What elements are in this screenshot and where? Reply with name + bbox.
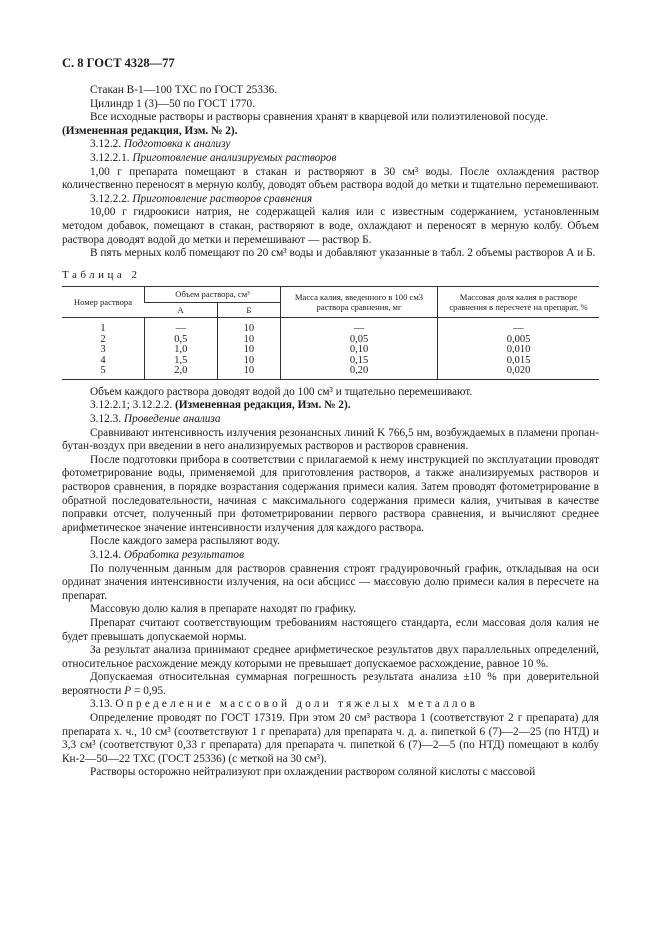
section-heading [62, 413, 599, 427]
table-cell: 2 [100, 333, 106, 345]
table-row [62, 318, 599, 335]
table-caption: Таблица 2 [62, 268, 141, 281]
table-cell: 10 [217, 335, 280, 346]
table-cell: 0,05 [281, 335, 438, 346]
table-row [62, 366, 599, 379]
paragraph: Все исходные растворы и растворы сравнения хранят в кварцевой или полиэтиленовой посуде. [90, 111, 549, 124]
paragraph: Определение проводят по ГОСТ 17319. При этом 20 см³ раствора 1 (соответствуют 2 г препарата) для препарата х. ч., 10 см³ (соответствуют 1 г препарата) для препарата ч. д. а. пипеткой 6 (7)—2—25 (по НТД) и 3,3 см³ (соответствуют 0,33 г препарата) для препарата ч. пипеткой 6 (7)—2—5 (по НТД) помещают в колбу Кн-2—50—22 ТХС (ГОСТ 25336) (с меткой на 30 см³). [62, 712, 599, 765]
table-cell: 0,5 [145, 335, 218, 346]
page-content [62, 84, 599, 780]
paragraph: Сравнивают интенсивность излучения резонансных линий K 766,5 нм, возбуждаемых в пламени пропан-бутан-воздух при введении в него анализируемых растворов и растворов сравнения. [62, 426, 599, 453]
section-number: 3.12.3. [90, 413, 122, 425]
table-cell: 5 [62, 366, 145, 379]
edit-note [62, 399, 599, 413]
table-cell: 0,15 [281, 356, 438, 367]
paragraph: После подготовки прибора в соответствии с прилагаемой к нему инструкцией по эксплуатации проводят фотометрирование воды, применяемой для приготовления растворов, а также анализируемых растворов и растворов сравнения, в порядке возрастания содержания примеси калия. Затем проводят фотометрирование в обратной последовательности, начиная с максимального содержания примеси калия, учитывая в качестве поправки отсчет, полученный при фотометрировании первого раствора сравнения, и вычисляют среднее арифметическое значение интенсивности излучения для каждого раствора. [62, 453, 599, 534]
section-title: Подготовка к анализу [123, 138, 231, 151]
paragraph: В пять мерных колб помещают по 20 см³ воды и добавляют указанные в табл. 2 объемы растворов А и Б. [90, 247, 596, 260]
edit-note-text: (Измененная редакция, Изм. № 2). [175, 399, 351, 412]
section-heading [62, 152, 599, 166]
table-cell: 10 [217, 366, 280, 379]
table-cell: — [438, 318, 600, 335]
table-header-fraction: Массовая доля калия в растворе сравнения в пересчете на препарат, % [438, 287, 600, 318]
section-title: Приготовление растворов сравнения [132, 192, 313, 205]
table-cell: 0,010 [438, 345, 600, 356]
section-number: 3.13. [90, 698, 113, 711]
table-header-mass: Масса калия, введенного в 100 см3 раствора сравнения, мг [281, 287, 438, 318]
section-number: 3.12.2. [90, 138, 122, 151]
table-cell: 0,005 [438, 335, 600, 346]
table-cell: 10 [217, 345, 280, 356]
table-2 [62, 286, 599, 380]
table-cell: 0,015 [438, 356, 600, 367]
section-heading [62, 193, 599, 207]
section-number: 3.12.2.1; 3.12.2.2. [90, 399, 173, 412]
table-cell: 1,0 [145, 345, 218, 356]
table-cell: 4 [100, 354, 106, 366]
paragraph: Объем каждого раствора доводят водой до 100 см³ и тщательно перемешивают. [90, 385, 473, 398]
table-cell: 3 [100, 344, 106, 356]
text-run: Допускаемая относительная суммарная погрешность результата анализа ±10 % при доверительной вероятности [62, 671, 599, 697]
paragraph: После каждого замера распыляют воду. [90, 535, 280, 548]
section-title: Приготовление анализируемых растворов [132, 151, 337, 164]
table-cell: 10 [217, 356, 280, 367]
table-header-b: Б [217, 302, 280, 318]
table-cell: 0,10 [281, 345, 438, 356]
paragraph: За результат анализа принимают среднее арифметическое результатов двух параллельных определений, относительное расхождение между которыми не превышает допускаемое расхождение, равное 10 %. [62, 644, 599, 670]
text-run: = 0,95. [131, 684, 166, 697]
section-title: Обработка результатов [123, 548, 244, 561]
paragraph: 1,00 г препарата помещают в стакан и растворяют в 30 см³ воды. После охлаждения раствор количественно переносят в мерную колбу, доводят объем раствора водой до метки и тщательно перемешивают. [62, 165, 599, 192]
paragraph: По полученным данным для растворов сравнения строят градуировочный график, откладывая на оси ординат значения интенсивности излучения, на оси абсцисс — массовую долю примеси калия в пересчете на препарат. [62, 562, 599, 602]
table-cell: — [281, 318, 438, 335]
table-header-number: Номер раствора [62, 287, 145, 318]
page-header: С. 8 ГОСТ 4328—77 [62, 56, 175, 70]
section-heading [62, 138, 599, 152]
edit-note: (Измененная редакция, Изм. № 2). [62, 124, 238, 137]
paragraph: Растворы осторожно нейтрализуют при охлаждении раствором соляной кислоты с массовой [90, 766, 536, 779]
variable-p: P [124, 684, 132, 697]
paragraph: Массовую долю калия в препарате находят по графику. [90, 603, 357, 616]
table-cell: 1,5 [145, 356, 218, 367]
table-cell: 10 [217, 318, 280, 335]
paragraph: Препарат считают соответствующим требованиям настоящего стандарта, если массовая доля калия не будет превышать допускаемой нормы. [62, 616, 599, 643]
section-number: 3.12.2.2. [90, 192, 130, 205]
paragraph: Стакан В-1—100 ТХС по ГОСТ 25336. [90, 84, 278, 96]
section-title: Проведение анализа [123, 413, 221, 425]
section-number: 3.12.2.1. [90, 151, 130, 164]
table-header-volume: Объем раствора, см³ [145, 287, 281, 303]
section-number: 3.12.4. [90, 548, 122, 561]
table-cell: 1 [100, 323, 106, 335]
table-header-a: А [145, 302, 218, 318]
table-cell: — [145, 318, 218, 335]
table-cell: 2,0 [145, 366, 218, 379]
section-title: Определение массовой доли тяжелых металлов [115, 698, 479, 711]
section-heading [62, 549, 599, 563]
paragraph: Цилиндр 1 (3)—50 по ГОСТ 1770. [90, 97, 255, 110]
paragraph: 10,00 г гидроокиси натрия, не содержащей калия или с известным содержанием, установленным методом добавок, помещают в стакан, растворяют в воде, охлаждают и переносят в мерную колбу. Объем раствора доводят водой до метки и перемешивают — раствор Б. [62, 206, 599, 246]
section-heading [62, 698, 599, 712]
table-cell: 0,20 [281, 366, 438, 379]
paragraph [62, 671, 599, 698]
table-cell: 0,020 [438, 366, 600, 379]
